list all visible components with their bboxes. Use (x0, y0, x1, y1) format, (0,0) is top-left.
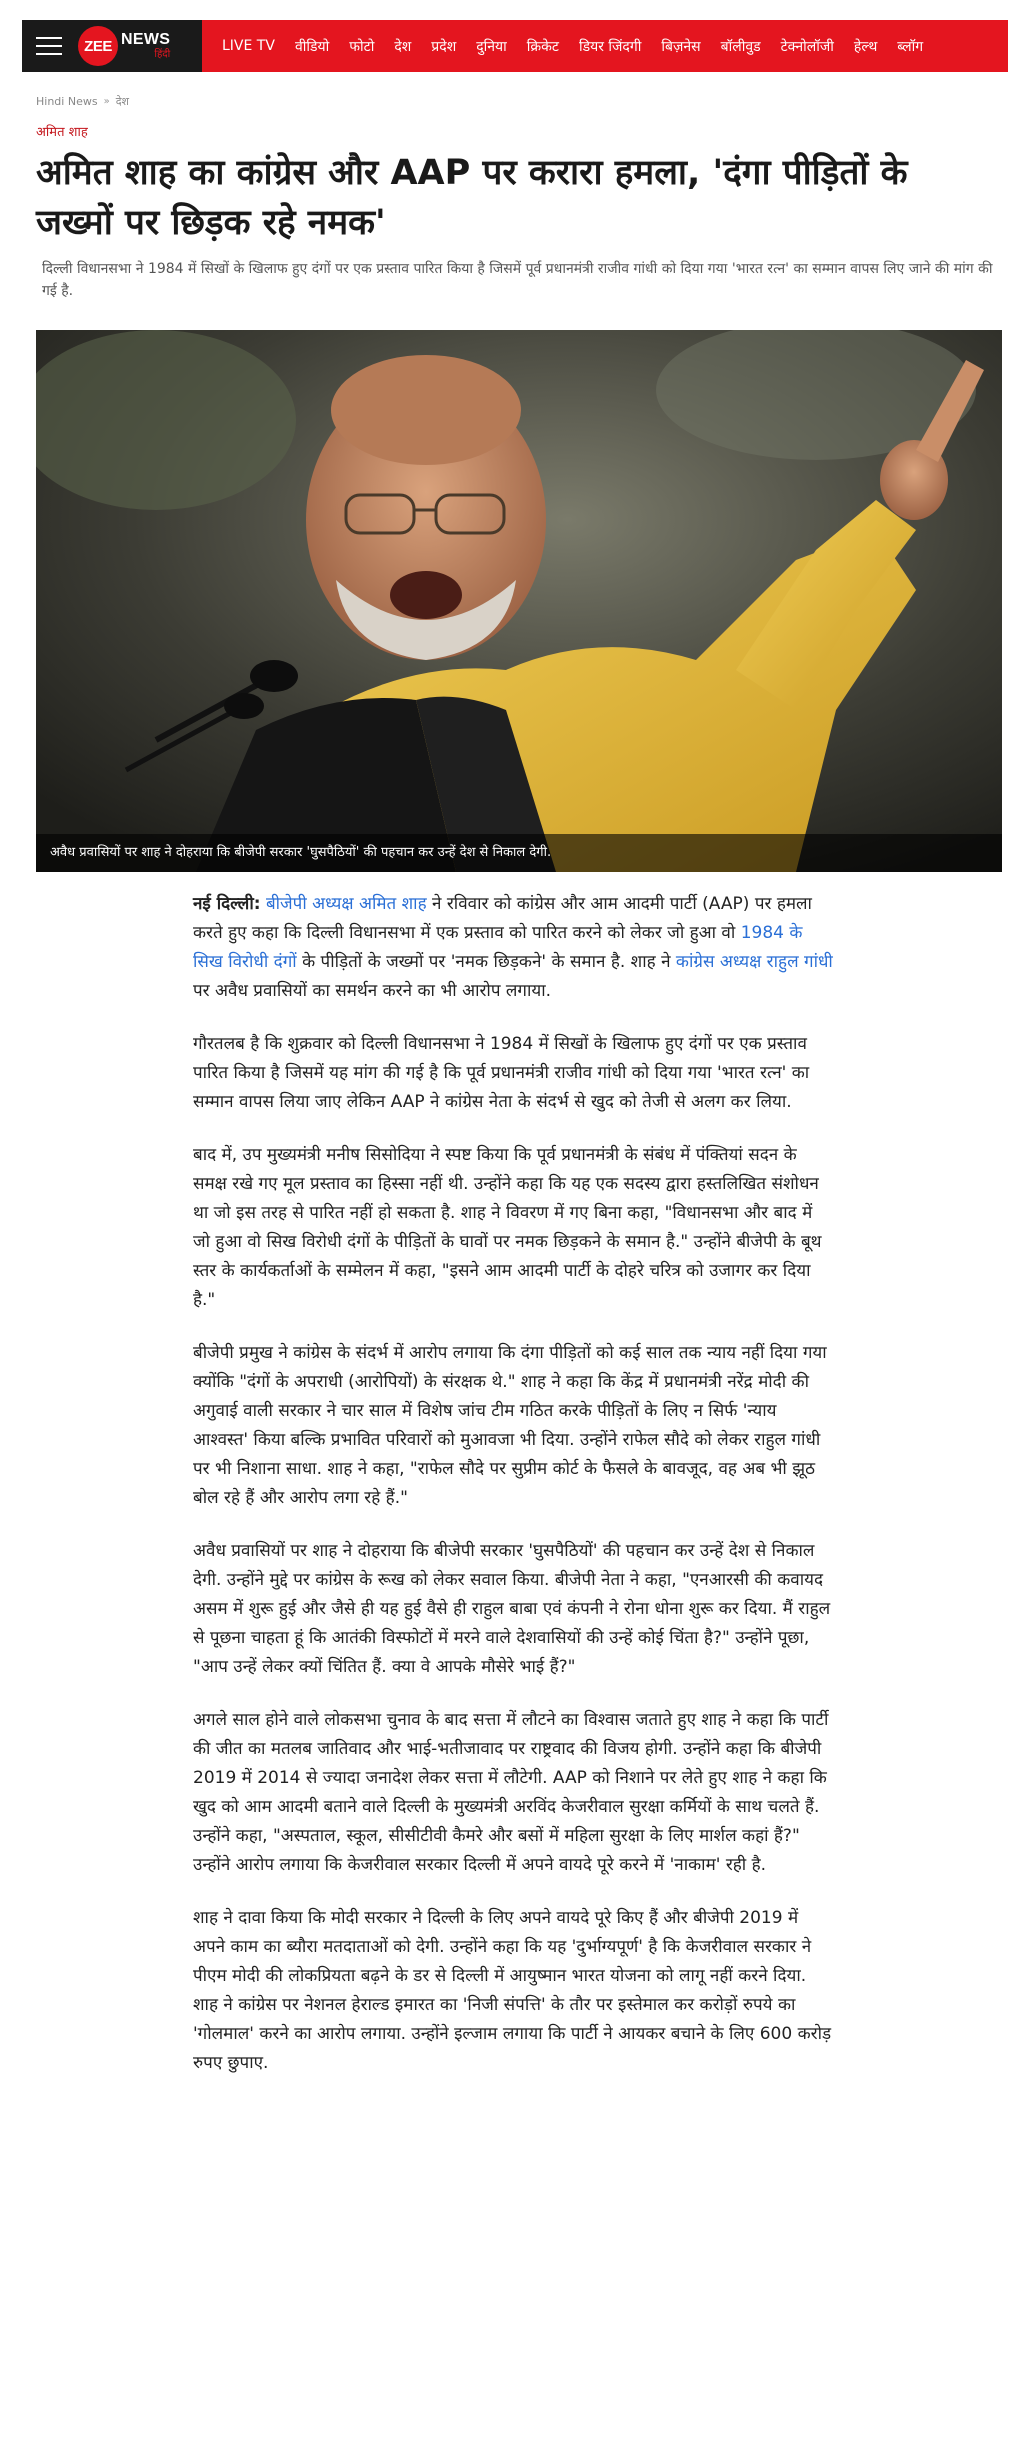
nav-item-photo[interactable]: फोटो (349, 38, 375, 55)
nav-item-pradesh[interactable]: प्रदेश (431, 38, 457, 55)
logo-mark: ZEE (78, 26, 118, 66)
nav-item-technology[interactable]: टेक्नोलॉजी (780, 38, 834, 55)
nav-item-cricket[interactable]: क्रिकेट (526, 38, 559, 55)
nav-item-bollywood[interactable]: बॉलीवुड (720, 38, 761, 55)
nav-item-health[interactable]: हेल्थ (853, 38, 878, 55)
nav-brand-area (22, 20, 202, 72)
breadcrumb (36, 94, 129, 109)
nav-item-video[interactable]: वीडियो (294, 38, 330, 55)
nav-item-business[interactable]: बिज़नेस (661, 38, 701, 55)
top-navigation (22, 20, 1008, 72)
image-caption: अवैध प्रवासियों पर शाह ने दोहराया कि बीजेपी सरकार 'घुसपैठियों' की पहचान कर उन्हें देश से निकाल देगी. (36, 834, 1002, 872)
link-1984-riots[interactable]: 1984 के सिख विरोधी दंगों (193, 923, 803, 972)
logo-hindi-text: हिंदी (154, 49, 171, 60)
breadcrumb-separator: » (103, 96, 110, 107)
article-paragraph: नई दिल्ली: बीजेपी अध्यक्ष अमित शाह ने रविवार को कांग्रेस और आम आदमी पार्टी (AAP) पर हमला करते हुए कहा कि दिल्ली विधानसभा में एक प्रस्ताव को पारित करने को लेकर जो हुआ वो 1984 के सिख विरोधी दंगों के पीड़ितों के जख्मों पर 'नमक छिड़कने' के समान है. शाह ने कांग्रेस अध्यक्ष राहुल गांधी पर अवैध प्रवासियों का समर्थन करने का भी आरोप लगाया. (193, 894, 833, 1001)
article-paragraph: अवैध प्रवासियों पर शाह ने दोहराया कि बीजेपी सरकार 'घुसपैठियों' की पहचान कर उन्हें देश से निकाल देगी. उन्होंने मुद्दे पर कांग्रेस के रूख को लेकर सवाल किया. बीजेपी नेता ने कहा, "एनआरसी की कवायद असम में शुरू हुई और जैसे ही यह हुई वैसे ही राहुल बाबा एवं कंपनी ने रोना धोना शुरू कर दिया. मैं राहुल से पूछना चाहता हूं कि आतंकी विस्फोटों में मरने वाले देशवासियों की उन्हें कोई चिंता है?" उन्होंने पूछा, "आप उन्हें लेकर क्यों चिंतित हैं. क्या वे आपके मौसेरे भाई हैं?" (193, 1541, 831, 1677)
breadcrumb-section[interactable]: देश (115, 95, 130, 108)
logo-news-text: NEWS (121, 31, 171, 48)
breadcrumb-home[interactable]: Hindi News (36, 95, 98, 108)
zee-news-logo[interactable] (78, 26, 170, 66)
topic-tag[interactable]: अमित शाह (36, 125, 88, 140)
nav-item-desh[interactable]: देश (394, 38, 412, 55)
nav-item-live-tv[interactable]: LIVE TV (222, 38, 275, 54)
article-headline: अमित शाह का कांग्रेस और AAP पर करारा हमला, 'दंगा पीड़ितों के जख्मों पर छिड़क रहे नमक' (36, 153, 908, 243)
nav-item-blog[interactable]: ब्लॉग (897, 38, 924, 55)
hero-illustration (36, 330, 1002, 872)
nav-menu (202, 20, 1008, 72)
article-paragraph: शाह ने दावा किया कि मोदी सरकार ने दिल्ली के लिए अपने वायदे पूरे किए हैं और बीजेपी 2019 में अपने काम का ब्यौरा मतदाताओं को देगी. उन्होंने कहा कि यह 'दुर्भाग्यपूर्ण' है कि केजरीवाल सरकार ने पीएम मोदी की लोकप्रियता बढ़ने के डर से दिल्ली में आयुष्मान भारत योजना को लागू नहीं करने दिया. शाह ने कांग्रेस पर नेशनल हेराल्ड इमारत का 'निजी संपत्ति' के तौर पर इस्तेमाल कर करोड़ों रुपये का 'गोलमाल' करने का आरोप लगाया. उन्होंने इल्जाम लगाया कि पार्टी ने आयकर बचाने के लिए 600 करोड़ रुपए छुपाए. (193, 1908, 832, 2073)
menu-icon[interactable] (36, 37, 62, 55)
article-paragraph: गौरतलब है कि शुक्रवार को दिल्ली विधानसभा ने 1984 में सिखों के खिलाफ हुए दंगों पर एक प्रस्ताव पारित किया है जिसमें यह मांग की गई है कि पूर्व प्रधानमंत्री राजीव गांधी को दिया गया 'भारत रत्न' का सम्मान वापस लिया जाए लेकिन AAP ने कांग्रेस नेता के संदर्भ से खुद को तेजी से अलग कर लिया. (193, 1034, 810, 1112)
article-hero-image (36, 330, 1002, 872)
article-body (193, 890, 833, 2102)
nav-item-dear-zindagi[interactable]: डियर जिंदगी (578, 38, 642, 55)
article-paragraph: अगले साल होने वाले लोकसभा चुनाव के बाद सत्ता में लौटने का विश्वास जताते हुए शाह ने कहा कि पार्टी की जीत का मतलब जातिवाद और भाई-भतीजावाद पर राष्ट्रवाद की विजय होगी. उन्होंने कहा कि बीजेपी 2019 में 2014 से ज्यादा जनादेश लेकर सत्ता में लौटेगी. AAP को निशाने पर लेते हुए शाह ने कहा कि खुद को आम आदमी बताने वाले दिल्ली के मुख्यमंत्री अरविंद केजरीवाल सुरक्षा कर्मियों के साथ चलते हैं. उन्होंने कहा, "अस्पताल, स्कूल, सीसीटीवी कैमरे और बसों में महिला सुरक्षा के लिए मार्शल कहां हैं?" उन्होंने आरोप लगाया कि केजरीवाल सरकार दिल्ली में अपने वायदे पूरे करने में 'नाकाम' रही है. (193, 1710, 829, 1875)
article-summary: दिल्ली विधानसभा ने 1984 में सिखों के खिलाफ हुए दंगों पर एक प्रस्ताव पारित किया है जिसमें पूर्व प्रधानमंत्री राजीव गांधी को दिया गया 'भारत रत्न' का सम्मान वापस लिए जाने की मांग की गई है. (42, 261, 993, 299)
nav-item-duniya[interactable]: दुनिया (476, 38, 507, 55)
article-paragraph: बाद में, उप मुख्यमंत्री मनीष सिसोदिया ने स्पष्ट किया कि पूर्व प्रधानमंत्री के संबंध में पंक्तियां सदन के समक्ष रखे गए मूल प्रस्ताव का हिस्सा नहीं थी. उन्होंने कहा कि यह एक सदस्य द्वारा हस्तलिखित संशोधन था जो इस तरह से पारित नहीं हो सकता है. शाह ने विवरण में गए बिना कहा, "विधानसभा और बाद में जो हुआ वो सिख विरोधी दंगों के पीड़ितों के घावों पर नमक छिड़कने के समान है." उन्होंने बीजेपी के बूथ स्तर के कार्यकर्ताओं के सम्मेलन में कहा, "इसने आम आदमी पार्टी के दोहरे चरित्र को उजागर कर दिया है." (193, 1145, 822, 1310)
article-paragraph: बीजेपी प्रमुख ने कांग्रेस के संदर्भ में आरोप लगाया कि दंगा पीड़ितों को कई साल तक न्याय नहीं दिया गया क्योंकि "दंगों के अपराधी (आरोपियों) के संरक्षक थे." शाह ने कहा कि केंद्र में प्रधानमंत्री नरेंद्र मोदी की अगुवाई वाली सरकार ने चार साल में विशेष जांच टीम गठित करके पीड़ितों के लिए न सिर्फ 'न्याय आश्वस्त' किया बल्कि प्रभावित परिवारों को मुआवजा भी दिया. उन्होंने राफेल सौदे को लेकर राहुल गांधी पर भी निशाना साधा. शाह ने कहा, "राफेल सौदे पर सुप्रीम कोर्ट के फैसले के बावजूद, वह अब भी झूठ बोल रहे हैं और आरोप लगा रहे हैं." (193, 1343, 827, 1508)
dateline: नई दिल्ली: (193, 894, 261, 914)
link-rahul-gandhi[interactable]: कांग्रेस अध्यक्ष राहुल गांधी (675, 952, 833, 972)
link-amit-shah[interactable]: बीजेपी अध्यक्ष अमित शाह (265, 894, 427, 914)
